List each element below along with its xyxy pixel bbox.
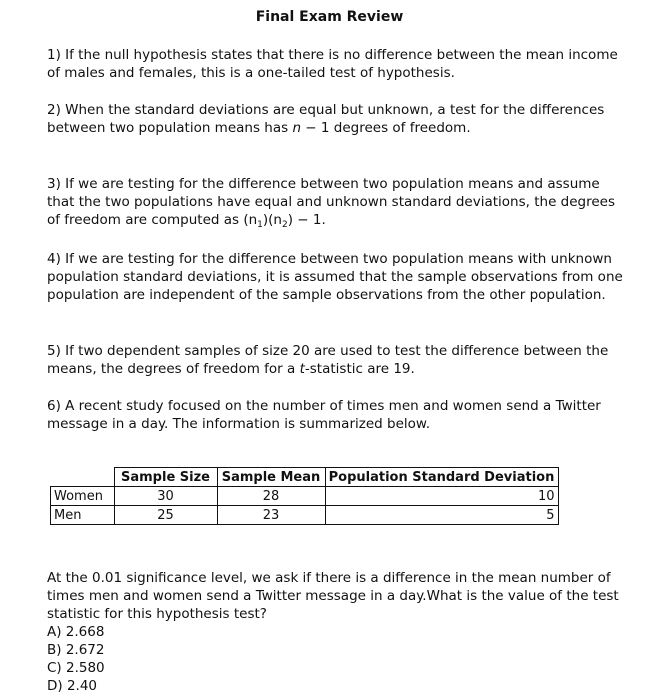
table-header-row (51, 468, 559, 487)
table-cell-mean: 23 (217, 506, 325, 525)
table-row-label: Women (51, 487, 115, 506)
question-3-sub-2: 2 (281, 220, 288, 230)
question-2-math: n (292, 120, 302, 136)
question-3-text-b: )(n (262, 212, 282, 228)
table-header-blank (51, 468, 115, 487)
choice-d: D) 2.40 (47, 678, 98, 694)
table-header-sd: Population Standard Deviation (325, 468, 558, 487)
question-4: 4) If we are testing for the difference between two population means with unknown population standard deviations, it is assumed that the sample observations from one population are independent of the sample observations from the other population. (47, 251, 623, 303)
question-1: 1) If the null hypothesis states that there is no difference between the mean income of males and females, this is a one-tailed test of hypothesis. (47, 47, 618, 81)
question-6-prompt: At the 0.01 significance level, we ask if there is a difference in the mean number of times men and women send a Twitter message in a day.What is the value of the test statistic for this hypothesis test? (47, 570, 619, 622)
data-table (50, 467, 559, 525)
question-5-text-b: -statistic are 19. (304, 361, 415, 377)
table-cell-sd: 5 (325, 506, 558, 525)
question-5-text-a: 5) If two dependent samples of size 20 are used to test the difference between the means, the degrees of freedom for a (47, 343, 609, 377)
table-row (51, 487, 559, 506)
table-header-size: Sample Size (114, 468, 217, 487)
table-cell-sd: 10 (325, 487, 558, 506)
table-cell-size: 30 (114, 487, 217, 506)
choice-c: C) 2.580 (47, 660, 105, 676)
table-cell-mean: 28 (217, 487, 325, 506)
question-2 (47, 101, 627, 137)
answer-choices (47, 623, 105, 695)
question-3-text-c: ) − 1. (287, 212, 326, 228)
page-title: Final Exam Review (255, 9, 404, 25)
question-2-text-b: − 1 degrees of freedom. (301, 120, 471, 136)
table-header-mean: Sample Mean (217, 468, 325, 487)
question-3 (47, 175, 627, 229)
table-cell-size: 25 (114, 506, 217, 525)
table-row-label: Men (51, 506, 115, 525)
table-row (51, 506, 559, 525)
question-3-text-a: 3) If we are testing for the difference between two population means and assume that the two populations have equal and unknown standard deviations, the degrees of freedom are computed as (n (47, 176, 616, 228)
question-5 (47, 342, 627, 378)
question-5-math: t (299, 361, 305, 377)
choice-b: B) 2.672 (47, 642, 105, 658)
choice-a: A) 2.668 (47, 624, 105, 640)
question-6-intro: 6) A recent study focused on the number of times men and women send a Twitter message in a day. The information is summarized below. (47, 398, 601, 432)
question-3-sub-1: 1 (257, 220, 263, 230)
question-2-text-a: 2) When the standard deviations are equal but unknown, a test for the differences between two population means has (47, 102, 605, 136)
